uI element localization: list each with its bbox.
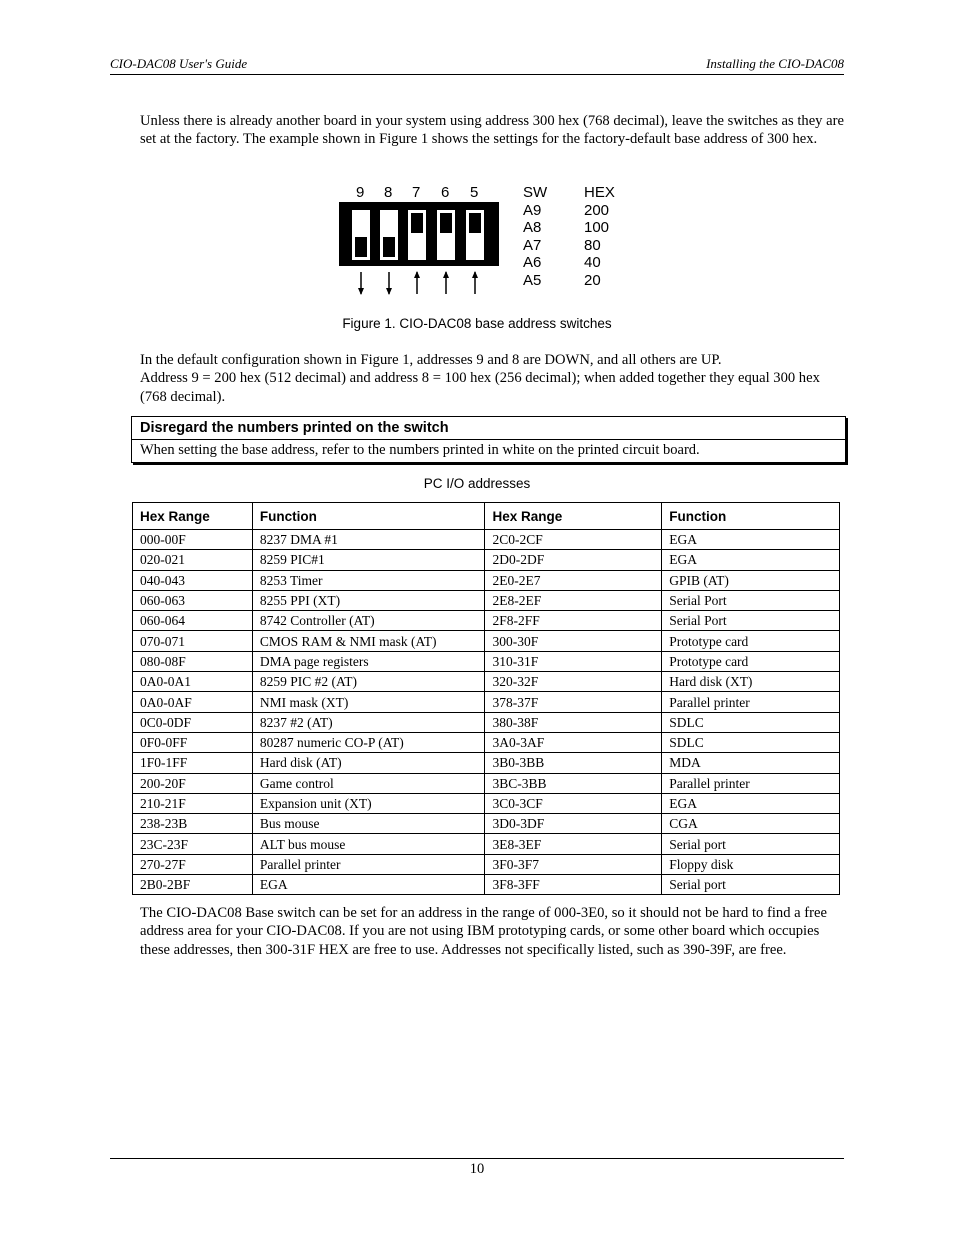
sw-label: A9 xyxy=(523,201,542,219)
table-body xyxy=(133,530,840,895)
default-config-line-2: Address 9 = 200 hex (512 decimal) and address 8 = 100 hex (256 decimal); when added together they equal 300 hex (768 decimal). xyxy=(140,370,820,405)
table-cell: EGA xyxy=(662,530,840,550)
table-cell: 3BC-3BB xyxy=(485,773,662,793)
table-cell: Serial Port xyxy=(662,590,840,610)
table-cell: SDLC xyxy=(662,712,840,732)
arrow-icon xyxy=(358,272,364,295)
table-cell: 8253 Timer xyxy=(252,570,485,590)
io-address-table xyxy=(132,502,840,895)
table-cell: 3B0-3BB xyxy=(485,753,662,773)
table-row xyxy=(133,651,840,671)
switch-number-6: 6 xyxy=(441,184,450,201)
switch-number-9: 9 xyxy=(356,184,365,201)
table-cell: Game control xyxy=(252,773,485,793)
table-cell: 3F8-3FF xyxy=(485,875,662,895)
table-cell: 8259 PIC#1 xyxy=(252,550,485,570)
default-config-line-1: In the default configuration shown in Figure 1, addresses 9 and 8 are DOWN, and all others are UP. xyxy=(140,352,722,368)
sw-label: A5 xyxy=(523,271,542,289)
table-row xyxy=(133,590,840,610)
table-cell: CGA xyxy=(662,814,840,834)
table-cell: 070-071 xyxy=(133,631,253,651)
table-cell: 0A0-0A1 xyxy=(133,672,253,692)
page-header xyxy=(110,56,844,75)
table-cell: 2B0-2BF xyxy=(133,875,253,895)
table-row xyxy=(133,753,840,773)
table-cell: Parallel printer xyxy=(662,692,840,712)
table-cell: Serial Port xyxy=(662,611,840,631)
table-cell: 300-30F xyxy=(485,631,662,651)
table-cell: 310-31F xyxy=(485,651,662,671)
table-cell: MDA xyxy=(662,753,840,773)
table-cell: 040-043 xyxy=(133,570,253,590)
table-cell: 0F0-0FF xyxy=(133,732,253,752)
intro-paragraph: Unless there is already another board in your system using address 300 hex (768 decimal), leave the switches as they are set at the factory. The example shown in Figure 1 shows the settings for the factory-default base address of 300 hex. xyxy=(140,113,844,148)
table-cell: 8742 Controller (AT) xyxy=(252,611,485,631)
table-cell: 3C0-3CF xyxy=(485,793,662,813)
hex-value: 20 xyxy=(584,271,601,289)
hex-value: 100 xyxy=(584,219,610,237)
table-row xyxy=(133,773,840,793)
table-cell: EGA xyxy=(252,875,485,895)
table-cell: NMI mask (XT) xyxy=(252,692,485,712)
table-row xyxy=(133,611,840,631)
table-cell: 238-23B xyxy=(133,814,253,834)
table-cell: 060-064 xyxy=(133,611,253,631)
table-cell: 3A0-3AF xyxy=(485,732,662,752)
table-cell: 3D0-3DF xyxy=(485,814,662,834)
default-config-paragraph xyxy=(140,351,844,406)
table-cell: ALT bus mouse xyxy=(252,834,485,854)
arrow-icon xyxy=(386,272,392,295)
table-row xyxy=(133,875,840,895)
sw-label-column xyxy=(523,184,547,290)
column-header: Hex Range xyxy=(133,503,253,530)
switch-arrows xyxy=(337,184,507,296)
column-header: Hex Range xyxy=(485,503,662,530)
table-row xyxy=(133,793,840,813)
header-doc-title: CIO-DAC08 User's Guide xyxy=(110,56,248,71)
column-header: Function xyxy=(252,503,485,530)
table-cell: 200-20F xyxy=(133,773,253,793)
arrow-icon xyxy=(414,271,420,294)
note-text: When setting the base address, refer to the numbers printed in white on the printed circuit board. xyxy=(140,442,700,458)
hex-header: HEX xyxy=(584,184,615,201)
table-cell: 020-021 xyxy=(133,550,253,570)
note-title: Disregard the numbers printed on the switch xyxy=(140,420,449,436)
table-cell: 1F0-1FF xyxy=(133,753,253,773)
arrow-icon xyxy=(472,271,478,294)
table-cell: 2F8-2FF xyxy=(485,611,662,631)
table-cell: 060-063 xyxy=(133,590,253,610)
table-cell: EGA xyxy=(662,550,840,570)
table-row xyxy=(133,672,840,692)
table-cell: Floppy disk xyxy=(662,854,840,874)
table-cell: 80287 numeric CO-P (AT) xyxy=(252,732,485,752)
footer-rule xyxy=(110,1158,844,1159)
table-cell: Serial port xyxy=(662,875,840,895)
table-cell: 2E8-2EF xyxy=(485,590,662,610)
sw-label: A7 xyxy=(523,236,542,254)
sw-label: A8 xyxy=(523,219,542,237)
table-cell: 380-38F xyxy=(485,712,662,732)
table-cell: 2D0-2DF xyxy=(485,550,662,570)
address-range-paragraph: The CIO-DAC08 Base switch can be set for an address in the range of 000-3E0, so it should not be hard to find a free address area for your CIO-DAC08. If you are not using IBM prototyping cards, or some other board which occupies these addresses, then 300-31F HEX are free to use. Addresses not specifically listed, such as 390-39F, are free. xyxy=(140,905,827,958)
note-box xyxy=(131,416,846,463)
table-cell: DMA page registers xyxy=(252,651,485,671)
table-cell: Parallel printer xyxy=(252,854,485,874)
sw-header: SW xyxy=(523,184,548,201)
table-cell: CMOS RAM & NMI mask (AT) xyxy=(252,631,485,651)
table-cell: 320-32F xyxy=(485,672,662,692)
table-cell: 0A0-0AF xyxy=(133,692,253,712)
switch-number-8: 8 xyxy=(384,184,393,201)
table-cell: 8255 PPI (XT) xyxy=(252,590,485,610)
arrow-icon xyxy=(443,271,449,294)
table-row xyxy=(133,692,840,712)
table-cell: 3E8-3EF xyxy=(485,834,662,854)
table-cell: 3F0-3F7 xyxy=(485,854,662,874)
table-row xyxy=(133,570,840,590)
sw-label: A6 xyxy=(523,254,542,272)
table-cell: GPIB (AT) xyxy=(662,570,840,590)
table-cell: Hard disk (XT) xyxy=(662,672,840,692)
table-row xyxy=(133,712,840,732)
header-chapter-title: Installing the CIO-DAC08 xyxy=(706,56,844,71)
figure-caption: Figure 1. CIO-DAC08 base address switches xyxy=(342,316,612,331)
table-caption: PC I/O addresses xyxy=(423,476,531,491)
hex-value-column xyxy=(584,184,615,290)
column-header: Function xyxy=(662,503,840,530)
note-divider xyxy=(132,439,845,440)
hex-value: 80 xyxy=(584,236,601,254)
table-row xyxy=(133,732,840,752)
table-cell: Hard disk (AT) xyxy=(252,753,485,773)
table-cell: 0C0-0DF xyxy=(133,712,253,732)
table-cell: 000-00F xyxy=(133,530,253,550)
table-cell: 8259 PIC #2 (AT) xyxy=(252,672,485,692)
table-header-row xyxy=(133,503,840,530)
table-cell: Prototype card xyxy=(662,651,840,671)
table-cell: Parallel printer xyxy=(662,773,840,793)
table-row xyxy=(133,854,840,874)
switch-number-7: 7 xyxy=(412,184,421,201)
table-cell: Serial port xyxy=(662,834,840,854)
switch-number-5: 5 xyxy=(470,184,479,201)
page-number: 10 xyxy=(469,1161,485,1177)
hex-value: 40 xyxy=(584,254,601,272)
table-cell: 378-37F xyxy=(485,692,662,712)
table-cell: 210-21F xyxy=(133,793,253,813)
table-cell: 080-08F xyxy=(133,651,253,671)
table-cell: EGA xyxy=(662,793,840,813)
table-row xyxy=(133,814,840,834)
dip-switch-figure xyxy=(337,184,627,296)
table-cell: 270-27F xyxy=(133,854,253,874)
table-row xyxy=(133,631,840,651)
table-cell: 2E0-2E7 xyxy=(485,570,662,590)
hex-value: 200 xyxy=(584,201,610,219)
table-cell: Prototype card xyxy=(662,631,840,651)
table-cell: 8237 #2 (AT) xyxy=(252,712,485,732)
table-cell: 23C-23F xyxy=(133,834,253,854)
table-cell: 8237 DMA #1 xyxy=(252,530,485,550)
table-row xyxy=(133,530,840,550)
table-row xyxy=(133,550,840,570)
table-row xyxy=(133,834,840,854)
table-cell: 2C0-2CF xyxy=(485,530,662,550)
table-cell: SDLC xyxy=(662,732,840,752)
table-cell: Expansion unit (XT) xyxy=(252,793,485,813)
table-cell: Bus mouse xyxy=(252,814,485,834)
